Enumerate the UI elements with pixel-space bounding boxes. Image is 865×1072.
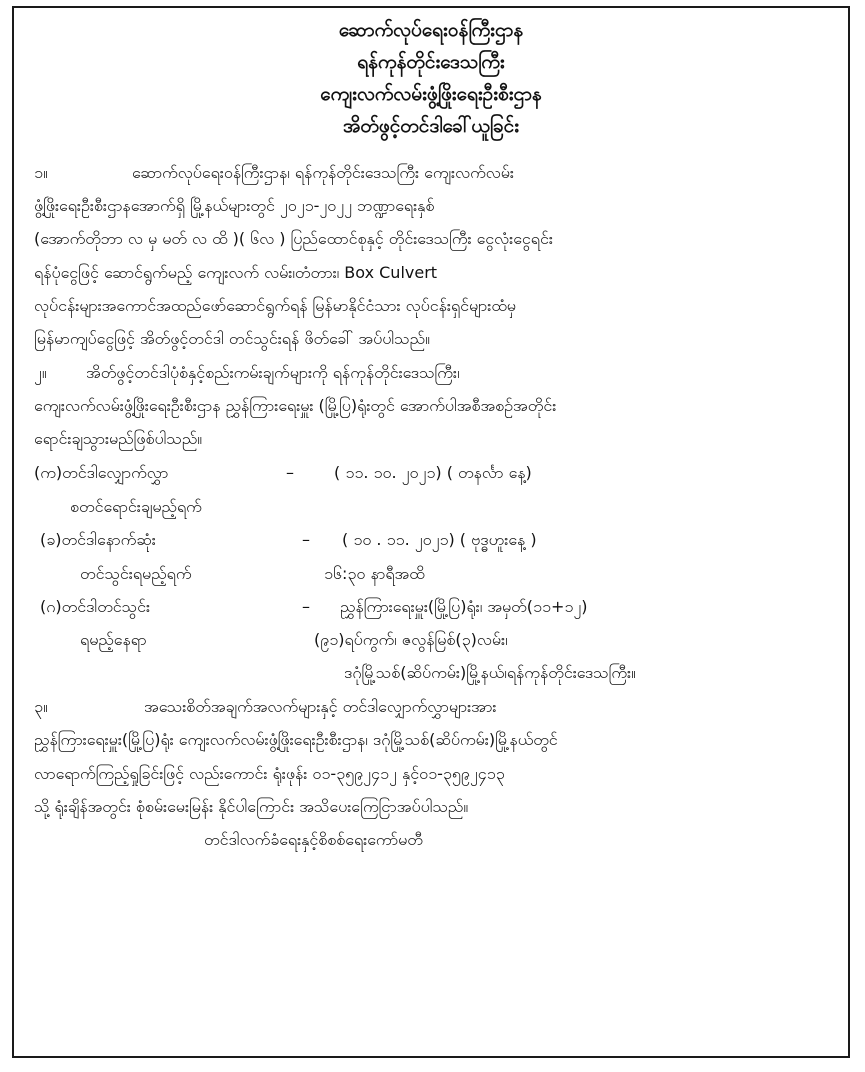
schedule-ka-dash: – — [286, 463, 294, 482]
schedule-ga-value-2: (၉၁)ရပ်ကွက်၊ ဇလွန်မြစ်(၃)လမ်း၊ — [314, 630, 508, 649]
paragraph-3-line: လာရောက်ကြည့်ရှုခြင်းဖြင့် လည်းကောင်း ရုံးဖုန်း ၀၁-၃၅၉၂၄၁၂ နှင့်၀၁-၃၅၉၂၄၁၃ — [34, 764, 505, 783]
schedule-ka-value: ( ၁၁. ၁၀. ၂၀၂၁) ( တနင်္လာ နေ့) — [334, 463, 532, 482]
paragraph-3-line: အသေးစိတ်အချက်အလက်များနှင့် တင်ဒါလျှောက်လွှာများအား — [144, 697, 497, 716]
department-title: ကျေးလက်လမ်းဖွံ့ဖြိုးရေးဦးစီးဌာန — [320, 83, 542, 105]
schedule-ga-label-2: ရမည့်နေရာ — [80, 630, 147, 649]
schedule-ka-label-2: စတင်ရောင်းချမည့်ရက် — [70, 497, 202, 516]
schedule-kha-value-2: ၁၆:၃၀ နာရီအထိ — [324, 564, 425, 583]
schedule-kha-value: ( ၁၀ . ၁၁. ၂၀၂၁) ( ဗုဒ္ဓဟူးနေ့ ) — [342, 530, 537, 549]
ministry-title: ဆောက်လုပ်ရေးဝန်ကြီးဌာန — [338, 19, 524, 41]
paragraph-1-number: ၁။ — [34, 163, 48, 182]
schedule-kha-label: (ခ)တင်ဒါနောက်ဆုံး — [40, 530, 156, 549]
paragraph-1-line: လုပ်ငန်းများအကောင်အထည်ဖော်ဆောင်ရွက်ရန် မြန်မာနိုင်ငံသား လုပ်ငန်းရှင်များထံမှ — [34, 296, 516, 315]
paragraph-2-line: ရောင်းချသွားမည်ဖြစ်ပါသည်။ — [34, 429, 203, 448]
paragraph-1-line: ဖွံ့ဖြိုးရေးဦးစီးဌာနအောက်ရှိ မြို့နယ်များတွင် ၂၀၂၁-၂၀၂၂ ဘဏ္ဍာရေးနှစ် — [34, 196, 435, 215]
notice-header — [14, 14, 848, 142]
schedule-ga-dash: – — [302, 597, 310, 616]
schedule-ga-label: (ဂ)တင်ဒါတင်သွင်း — [40, 597, 151, 616]
paragraph-3-line: သို့ ရုံးချိန်အတွင်း စုံစမ်းမေးမြန်း နိုင်ပါကြောင်း အသိပေးကြေငြာအပ်ပါသည်။ — [34, 797, 469, 816]
schedule-ka-label: (က)တင်ဒါလျှောက်လွှာ — [34, 463, 169, 482]
schedule-kha-dash: – — [302, 530, 310, 549]
paragraph-2-line: အိတ်ဖွင့်တင်ဒါပုံစံနှင့်စည်းကမ်းချက်များကို ရန်ကုန်တိုင်းဒေသကြီး၊ — [86, 363, 460, 382]
paragraph-3-line: ညွှန်ကြားရေးမှူး(မြို့ပြ)ရုံး ကျေးလက်လမ်းဖွံ့ဖြိုးရေးဦးစီးဌာန၊ ဒဂုံမြို့သစ်(ဆိပ်ကမ်း)မြို့နယ်တွင် — [34, 730, 558, 749]
paragraph-1-line: ဆောက်လုပ်ရေးဝန်ကြီးဌာန၊ ရန်ကုန်တိုင်းဒေသကြီး ကျေးလက်လမ်း — [132, 163, 514, 182]
notice-frame — [12, 6, 850, 1058]
schedule-ga-value-3: ဒဂုံမြို့သစ်(ဆိပ်ကမ်း)မြို့နယ်၊ရန်ကုန်တိုင်းဒေသကြီး။ — [344, 663, 636, 682]
paragraph-2-line: ကျေးလက်လမ်းဖွံ့ဖြိုးရေးဦးစီးဌာန ညွှန်ကြားရေးမှူး (မြို့ပြ)ရုံးတွင် အောက်ပါအစီအစဉ်အတိုင်း — [34, 396, 557, 415]
committee-signature: တင်ဒါလက်ခံရေးနှင့်စိစစ်ရေးကော်မတီ — [204, 830, 423, 849]
notice-title: အိတ်ဖွင့်တင်ဒါခေါ်ယူခြင်း — [342, 115, 520, 137]
paragraph-1-line: (အောက်တိုဘာ လ မှ မတ် လ ထိ )( ၆လ ) ပြည်ထောင်စုနှင့် တိုင်းဒေသကြီး ငွေလုံးငွေရင်း — [34, 229, 553, 248]
paragraph-1-line: မြန်မာကျပ်ငွေဖြင့် အိတ်ဖွင့်တင်ဒါ တင်သွင်းရန် ဖိတ်ခေါ် အပ်ပါသည်။ — [34, 329, 430, 348]
region-title: ရန်ကုန်တိုင်းဒေသကြီး — [357, 51, 505, 73]
paragraph-1-line: ရန်ပုံငွေဖြင့် ဆောင်ရွက်မည့် ကျေးလက် လမ်း၊တံတား၊ Box Culvert — [34, 263, 438, 282]
paragraph-3-number: ၃။ — [34, 697, 48, 716]
schedule-kha-label-2: တင်သွင်းရမည့်ရက် — [80, 564, 192, 583]
paragraph-2-number: ၂။ — [34, 363, 47, 382]
schedule-ga-value: ညွှန်ကြားရေးမှူး(မြို့ပြ)ရုံး၊ အမှတ်(၁၁+၁၂) — [340, 597, 588, 616]
